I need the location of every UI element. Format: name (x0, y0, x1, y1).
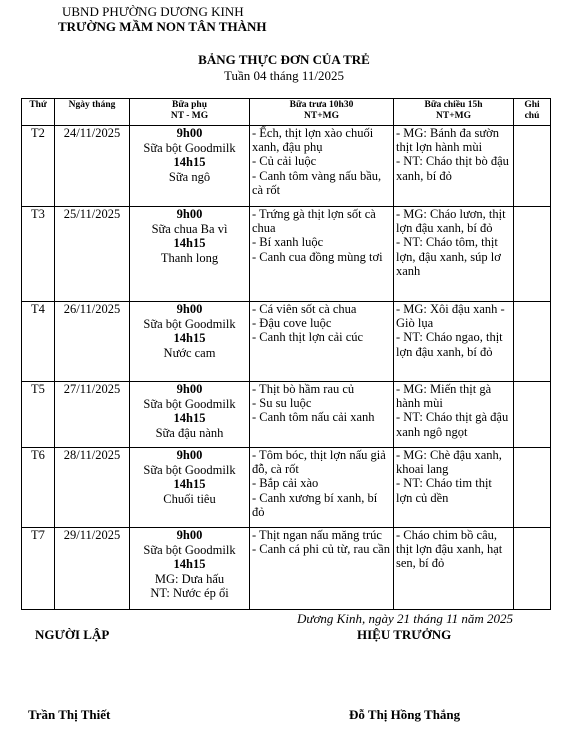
principal-role: HIỆU TRƯỞNG (357, 627, 452, 642)
lunch-cell (250, 382, 394, 448)
afternoon-dish: - Cháo chim bồ câu, thịt lợn đậu xanh, hạt sen, bí đỏ (396, 528, 503, 571)
snack-line: 9h00 (176, 207, 203, 221)
date-cell: 25/11/2025 (55, 207, 130, 302)
afternoon-dish: - NT: Cháo tôm, thịt lợn, đậu xanh, súp lơ xanh (396, 235, 501, 278)
snack-line: 9h00 (176, 528, 203, 542)
lunch-dish: - Củ cải luộc (252, 154, 317, 169)
lunch-cell (250, 448, 394, 528)
snack-cell (130, 126, 250, 207)
snack-line: Sữa đậu nành (155, 425, 224, 440)
snack-line: 9h00 (176, 302, 203, 316)
date-cell: 24/11/2025 (55, 126, 130, 207)
table-row (22, 448, 551, 528)
snack-line: 14h15 (173, 155, 206, 169)
note-cell (514, 302, 551, 382)
document-title: BẢNG THỰC ĐƠN CỦA TRẺ (198, 52, 370, 67)
lunch-dish: - Bí xanh luộc (252, 235, 324, 250)
lunch-dish: - Canh cá phi củ từ, rau cần (252, 542, 390, 557)
snack-cell (130, 302, 250, 382)
header-date: Ngày tháng (55, 99, 130, 126)
afternoon-dish: - NT: Cháo thịt bò đậu xanh, bí đỏ (396, 154, 509, 183)
header-note (514, 99, 551, 126)
afternoon-dish: - MG: Xôi đậu xanh - Giò lụa (396, 302, 505, 331)
snack-line: Sữa bột Goodmilk (143, 316, 236, 331)
date-cell: 26/11/2025 (55, 302, 130, 382)
lunch-dish: - Trứng gà thịt lợn sốt cà chua (252, 207, 376, 236)
snack-line: Chuối tiêu (163, 491, 216, 506)
lunch-dish: - Canh cua đồng mùng tơi (252, 249, 383, 264)
date-cell: 29/11/2025 (55, 528, 130, 610)
lunch-dish: - Canh thịt lợn cải cúc (252, 330, 364, 345)
date-cell: 27/11/2025 (55, 382, 130, 448)
afternoon-cell (394, 448, 514, 528)
note-cell (514, 448, 551, 528)
afternoon-cell (394, 207, 514, 302)
organization-name: UBND PHƯỜNG DƯƠNG KINH (62, 4, 244, 19)
header-afternoon-group: NT+MG (436, 111, 471, 121)
lunch-dish: - Tôm bóc, thịt lợn nấu giả đỗ, cà rốt (252, 448, 386, 477)
afternoon-dish: - MG: Miến thịt gà hành mùi (396, 382, 492, 411)
table-row (22, 382, 551, 448)
snack-line: 14h15 (173, 411, 206, 425)
day-cell: T4 (22, 302, 55, 382)
afternoon-dish: - MG: Chè đậu xanh, khoai lang (396, 448, 502, 477)
header-note-bottom: chú (524, 111, 540, 121)
note-cell (514, 382, 551, 448)
snack-line: 9h00 (176, 448, 203, 462)
snack-cell (130, 528, 250, 610)
day-cell: T2 (22, 126, 55, 207)
lunch-dish: - Bắp cải xào (252, 476, 319, 491)
afternoon-dish: - NT: Cháo tim thịt lợn củ dền (396, 476, 492, 505)
snack-line: Nước cam (163, 345, 216, 360)
lunch-dish: - Ếch, thịt lợn xào chuối xanh, đậu phụ (252, 126, 374, 155)
afternoon-dish: - MG: Cháo lươn, thịt lợn đậu xanh, bí đỏ (396, 207, 506, 236)
snack-line: Sữa bột Goodmilk (143, 396, 236, 411)
lunch-cell (250, 207, 394, 302)
snack-line: 14h15 (173, 557, 206, 571)
snack-line: Sữa bột Goodmilk (143, 140, 236, 155)
note-cell (514, 528, 551, 610)
snack-line: Sữa bột Goodmilk (143, 462, 236, 477)
day-cell: T7 (22, 528, 55, 610)
table-row (22, 126, 551, 207)
preparer-role: NGƯỜI LẬP (35, 627, 110, 642)
snack-cell (130, 448, 250, 528)
afternoon-cell (394, 302, 514, 382)
afternoon-cell (394, 126, 514, 207)
header-snack-title: Bữa phụ (171, 100, 207, 110)
header-lunch-title: Bữa trưa 10h30 (289, 100, 354, 110)
snack-cell (130, 382, 250, 448)
lunch-dish: - Đậu cove luộc (252, 316, 332, 331)
day-cell: T5 (22, 382, 55, 448)
table-row (22, 207, 551, 302)
lunch-dish: - Canh tôm vàng nấu bầu, cà rốt (252, 168, 382, 197)
afternoon-cell (394, 382, 514, 448)
snack-cell (130, 207, 250, 302)
afternoon-dish: - MG: Bánh đa sườn thịt lợn hành mùi (396, 126, 499, 155)
header-snack-group: NT - MG (170, 111, 209, 121)
day-cell: T6 (22, 448, 55, 528)
table-header-row (22, 99, 551, 126)
header-afternoon-title: Bữa chiều 15h (424, 100, 483, 110)
lunch-cell (250, 302, 394, 382)
document-subtitle: Tuần 04 tháng 11/2025 (223, 68, 344, 83)
date-cell: 28/11/2025 (55, 448, 130, 528)
lunch-cell (250, 126, 394, 207)
menu-table (21, 98, 551, 610)
lunch-dish: - Thịt ngan nấu măng trúc (252, 528, 382, 542)
snack-line: Sữa bột Goodmilk (143, 542, 236, 557)
snack-line: 14h15 (173, 236, 206, 250)
afternoon-dish: - NT: Cháo ngao, thịt lợn đậu xanh, bí đỏ (396, 330, 503, 359)
note-cell (514, 207, 551, 302)
snack-line: Thanh long (160, 250, 219, 265)
table-row (22, 528, 551, 610)
preparer-name: Trần Thị Thiết (28, 707, 111, 722)
header-lunch (250, 99, 394, 126)
lunch-dish: - Cá viên sốt cà chua (252, 302, 357, 316)
lunch-dish: - Canh tôm nấu cải xanh (252, 410, 375, 425)
lunch-cell (250, 528, 394, 610)
header-thu: Thứ (22, 99, 55, 126)
header-note-top: Ghi (524, 100, 540, 110)
principal-name: Đỗ Thị Hồng Thắng (349, 707, 461, 722)
afternoon-cell (394, 528, 514, 610)
lunch-dish: - Thịt bò hầm rau củ (252, 382, 355, 396)
snack-line: 9h00 (176, 382, 203, 396)
lunch-dish: - Su su luộc (252, 396, 312, 411)
snack-line: 9h00 (176, 126, 203, 140)
snack-line: Sữa chua Ba vì (151, 221, 228, 236)
afternoon-dish: - NT: Cháo thịt gà đậu xanh ngô ngọt (396, 410, 509, 439)
lunch-dish: - Canh xương bí xanh, bí đỏ (252, 490, 378, 519)
snack-line: 14h15 (173, 331, 206, 345)
school-name: TRƯỜNG MẦM NON TÂN THÀNH (58, 19, 267, 34)
snack-line: Sữa ngô (168, 169, 211, 184)
snack-line: NT: Nước ép ổi (150, 586, 229, 600)
header-snack (130, 99, 250, 126)
menu-table-body (22, 126, 551, 610)
snack-line: MG: Dưa hấu (154, 571, 225, 586)
note-cell (514, 126, 551, 207)
header-lunch-group: NT+MG (304, 111, 339, 121)
snack-line: 14h15 (173, 477, 206, 491)
day-cell: T3 (22, 207, 55, 302)
place-date: Dương Kinh, ngày 21 tháng 11 năm 2025 (297, 611, 514, 626)
table-row (22, 302, 551, 382)
header-afternoon (394, 99, 514, 126)
